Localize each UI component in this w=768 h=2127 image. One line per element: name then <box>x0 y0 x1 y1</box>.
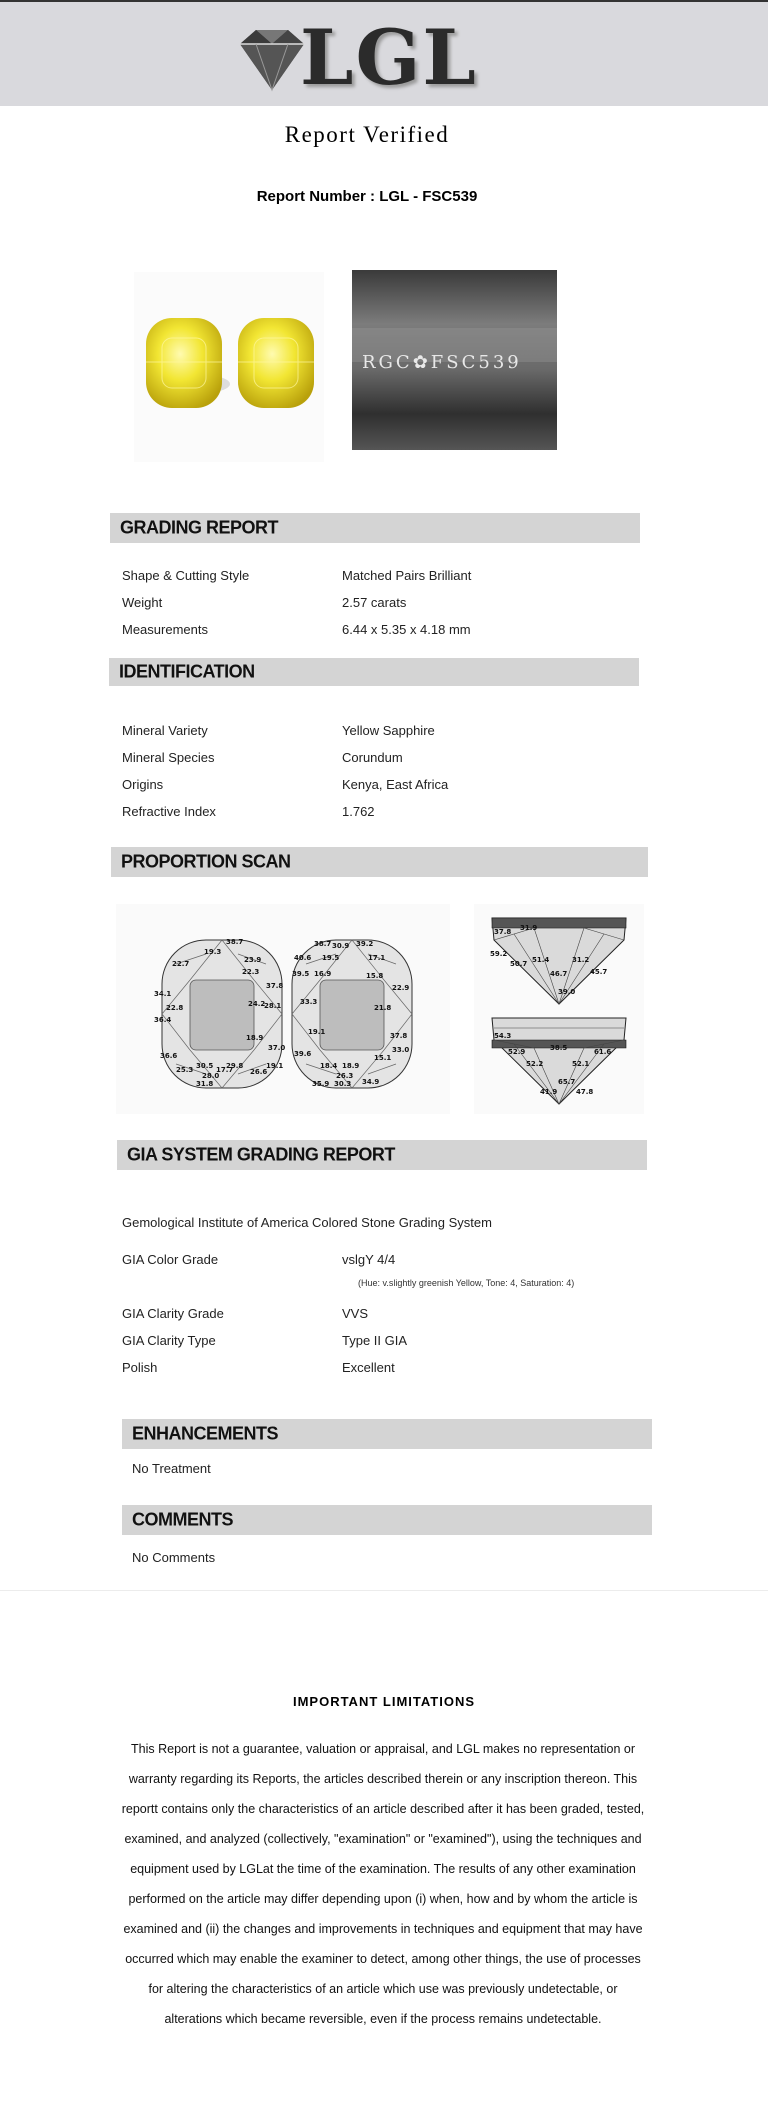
weight-value: 2.57 carats <box>342 595 407 610</box>
right-stone-facet-label: 18.4 <box>320 1062 338 1070</box>
gia-color-grade-label: GIA Color Grade <box>122 1252 219 1267</box>
measurements-value: 6.44 x 5.35 x 4.18 mm <box>342 622 471 637</box>
limitations-heading: IMPORTANT LIMITATIONS <box>292 1694 476 1709</box>
side-bottom-facet-label: 38.5 <box>550 1044 568 1052</box>
enhancements-text: No Treatment <box>132 1461 211 1476</box>
left-stone-facet-label: 24.2 <box>248 1000 266 1008</box>
left-stone-facet-label: 22.7 <box>172 960 190 968</box>
measurements-label: Measurements <box>122 622 208 637</box>
right-stone-facet-label: 19.5 <box>322 954 340 962</box>
shape-value: Matched Pairs Brilliant <box>342 568 472 583</box>
side-top-facet-label: 31.2 <box>572 956 590 964</box>
side-bottom-facet-label: 65.7 <box>558 1078 576 1086</box>
right-stone-facet-label: 35.9 <box>312 1080 330 1088</box>
left-stone-facet-label: 29.8 <box>226 1062 244 1070</box>
left-stone-facet-label: 19.3 <box>204 948 222 956</box>
right-stone-facet-label: 39.5 <box>292 970 310 978</box>
left-stone-facet-label: 28.0 <box>202 1072 220 1080</box>
logo-text: LGL <box>300 13 478 102</box>
side-top-facet-label: 59.2 <box>490 950 508 958</box>
right-stone-facet-label: 30.3 <box>334 1080 352 1088</box>
side-bottom-facet-label: 41.9 <box>540 1088 558 1096</box>
right-stone-facet-label: 16.9 <box>314 970 332 978</box>
right-stone-facet-label: 22.9 <box>392 984 410 992</box>
cushion-facet-diagram-icon <box>116 904 450 1114</box>
left-stone-facet-label: 23.9 <box>244 956 262 964</box>
refractive-index-value: 1.762 <box>342 804 375 819</box>
weight-label: Weight <box>122 595 163 610</box>
right-stone-facet-label: 30.9 <box>332 942 350 950</box>
profile-facet-diagram-icon <box>474 904 644 1114</box>
left-stone-facet-label: 19.1 <box>266 1062 284 1070</box>
inscription-photo <box>352 270 557 450</box>
right-stone-facet-label: 15.1 <box>374 1054 392 1062</box>
header-bar <box>0 0 768 106</box>
right-stone-facet-label: 17.1 <box>368 954 386 962</box>
shape-label: Shape & Cutting Style <box>122 568 250 583</box>
left-stone-facet-label: 30.5 <box>196 1062 214 1070</box>
side-top-facet-label: 50.7 <box>510 960 528 968</box>
gia-clarity-grade-value: VVS <box>342 1306 369 1321</box>
right-stone-facet-label: 26.3 <box>336 1072 354 1080</box>
section-divider <box>0 1590 768 1591</box>
mineral-species-label: Mineral Species <box>122 750 215 765</box>
left-stone-facet-label: 26.6 <box>250 1068 268 1076</box>
right-stone-facet-label: 15.8 <box>366 972 384 980</box>
proportion-side-diagram <box>474 904 644 1114</box>
left-stone-facet-label: 28.1 <box>264 1002 282 1010</box>
side-top-facet-label: 46.7 <box>550 970 568 978</box>
left-stone-facet-label: 36.6 <box>160 1052 178 1060</box>
refractive-index-label: Refractive Index <box>122 804 216 819</box>
side-bottom-facet-label: 47.8 <box>576 1088 594 1096</box>
left-stone-facet-label: 38.7 <box>226 938 244 946</box>
polish-value: Excellent <box>342 1360 395 1375</box>
left-stone-facet-label: 37.8 <box>266 982 284 990</box>
page-title: Report Verified <box>284 122 450 147</box>
left-stone-facet-label: 31.8 <box>196 1080 214 1088</box>
gia-clarity-grade-label: GIA Clarity Grade <box>122 1306 224 1321</box>
side-bottom-facet-label: 61.6 <box>594 1048 612 1056</box>
origins-label: Origins <box>122 777 164 792</box>
right-stone-facet-label: 40.6 <box>294 954 312 962</box>
yellow-sapphire-pair-image <box>134 272 324 462</box>
left-stone-facet-label: 22.3 <box>242 968 260 976</box>
polish-label: Polish <box>122 1360 158 1375</box>
left-stone-facet-label: 22.8 <box>166 1004 184 1012</box>
identification-heading: IDENTIFICATION <box>109 658 639 686</box>
left-stone-facet-label: 18.9 <box>246 1034 264 1042</box>
gia-color-note: (Hue: v.slightly greenish Yellow, Tone: 4, Saturation: 4) <box>358 1278 575 1288</box>
right-stone-facet-label: 37.8 <box>390 1032 408 1040</box>
side-top-facet-label: 51.4 <box>532 956 550 964</box>
inscription-text: RGC✿FSC539 <box>362 352 522 373</box>
right-stone-facet-label: 19.1 <box>308 1028 326 1036</box>
side-top-facet-label: 37.8 <box>494 928 512 936</box>
side-bottom-facet-label: 54.3 <box>494 1032 512 1040</box>
report-number: Report Number : LGL - FSC539 <box>256 188 478 205</box>
lgl-logo <box>232 13 492 102</box>
right-stone-facet-label: 33.0 <box>392 1046 410 1054</box>
enhancements-heading: ENHANCEMENTS <box>122 1419 652 1449</box>
gia-system-name: Gemological Institute of America Colored Stone Grading System <box>122 1215 492 1230</box>
left-stone-facet-label: 36.4 <box>154 1016 172 1024</box>
comments-text: No Comments <box>132 1550 216 1565</box>
left-stone-facet-label: 25.3 <box>176 1066 194 1074</box>
right-stone-facet-label: 38.7 <box>314 940 332 948</box>
gia-clarity-type-value: Type II GIA <box>342 1333 408 1348</box>
left-stone-facet-label: 37.0 <box>268 1044 286 1052</box>
grading-report-heading: GRADING REPORT <box>110 513 640 543</box>
right-stone-facet-label: 21.8 <box>374 1004 392 1012</box>
side-top-facet-label: 31.9 <box>520 924 538 932</box>
right-stone-facet-label: 39.2 <box>356 940 374 948</box>
side-bottom-facet-label: 52.2 <box>526 1060 544 1068</box>
gia-clarity-type-label: GIA Clarity Type <box>122 1333 216 1348</box>
stones-photo <box>134 272 324 462</box>
origins-value: Kenya, East Africa <box>342 777 449 792</box>
proportion-top-diagram <box>116 904 450 1114</box>
right-stone-facet-label: 33.3 <box>300 998 318 1006</box>
side-top-facet-label: 45.7 <box>590 968 608 976</box>
mineral-species-value: Corundum <box>342 750 403 765</box>
left-stone-facet-label: 17.7 <box>216 1066 234 1074</box>
mineral-variety-label: Mineral Variety <box>122 723 208 738</box>
right-stone-facet-label: 18.9 <box>342 1062 360 1070</box>
gia-color-grade-value: vslgY 4/4 <box>342 1252 396 1267</box>
right-stone-facet-label: 39.6 <box>294 1050 312 1058</box>
mineral-variety-value: Yellow Sapphire <box>342 723 435 738</box>
limitations-text: This Report is not a guarantee, valuation or appraisal, and LGL makes no representation or warranty regarding its Reports, the articles described therein or any inscription thereon. This reportt contains only the characteristics of an article described after it has been graded, tested, examined, and analyzed (collectively, "examination" or "examined"), using the techniques and equipment used by LGLat the time of the examination. The results of any other examination performed on the article may differ depending upon (i) when, how and by whom the article is examined and (ii) the changes and improvements in techniques and equipment that may have occurred which may enable the examiner to detect, among other things, the use of processes for altering the characteristics of an article which use was previously undetectable, or alterations which became reversible, even if the process remains undetectable. <box>121 1742 645 2026</box>
right-stone-facet-label: 34.9 <box>362 1078 380 1086</box>
side-bottom-facet-label: 52.1 <box>572 1060 590 1068</box>
proportion-scan-heading: PROPORTION SCAN <box>111 847 648 877</box>
side-bottom-facet-label: 52.9 <box>508 1048 526 1056</box>
comments-heading: COMMENTS <box>122 1505 652 1535</box>
side-top-facet-label: 39.0 <box>558 988 576 996</box>
gia-heading: GIA SYSTEM GRADING REPORT <box>117 1140 647 1170</box>
left-stone-facet-label: 34.1 <box>154 990 172 998</box>
